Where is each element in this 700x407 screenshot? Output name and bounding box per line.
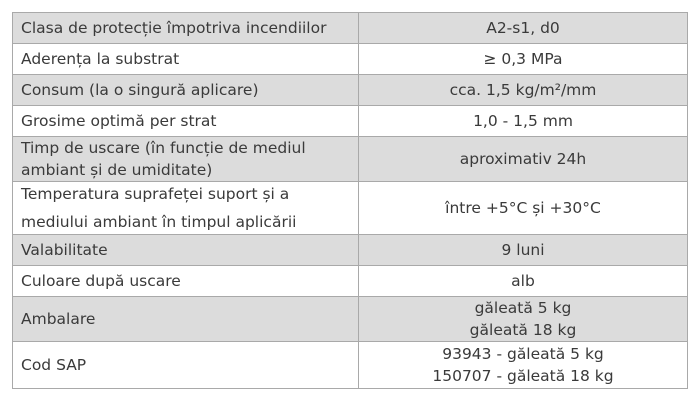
table-row [13, 266, 688, 297]
value-cell [359, 266, 688, 297]
table-row [13, 182, 688, 235]
value-text: găleată 18 kg [469, 321, 577, 339]
property-text: Grosime optimă per strat [21, 112, 217, 130]
property-text: mediului ambiant în timpul aplicării [21, 213, 297, 231]
value-text: 9 luni [501, 241, 545, 259]
property-cell [13, 297, 359, 342]
property-cell [13, 182, 359, 235]
value-cell [359, 75, 688, 106]
value-text: A2-s1, d0 [486, 19, 560, 37]
value-text: 1,0 - 1,5 mm [473, 112, 573, 130]
property-text: Timp de uscare (în funcție de mediul [21, 139, 306, 157]
value-cell [359, 342, 688, 389]
property-text: Clasa de protecție împotriva incendiilor [21, 19, 327, 37]
value-text: 150707 - găleată 18 kg [432, 367, 614, 385]
table-row [13, 44, 688, 75]
table-row [13, 137, 688, 182]
table-row [13, 342, 688, 389]
value-cell [359, 44, 688, 75]
value-text: aproximativ 24h [459, 150, 587, 168]
property-cell [13, 342, 359, 389]
value-text: între +5°C și +30°C [445, 199, 601, 217]
value-cell [359, 13, 688, 44]
property-cell [13, 235, 359, 266]
value-text: găleată 5 kg [474, 299, 572, 317]
property-cell [13, 75, 359, 106]
value-cell [359, 182, 688, 235]
property-cell [13, 13, 359, 44]
value-cell [359, 235, 688, 266]
property-cell [13, 266, 359, 297]
property-cell [13, 44, 359, 75]
property-text: ambiant și de umiditate) [21, 161, 213, 179]
value-cell [359, 137, 688, 182]
property-text: Ambalare [21, 310, 96, 328]
table-row [13, 235, 688, 266]
table-row [13, 75, 688, 106]
property-text: Culoare după uscare [21, 272, 181, 290]
value-text: ≥ 0,3 MPa [483, 50, 563, 68]
property-text: Valabilitate [21, 241, 108, 259]
value-text: 93943 - găleată 5 kg [442, 345, 604, 363]
table-row [13, 13, 688, 44]
value-cell [359, 106, 688, 137]
value-text: alb [511, 272, 535, 290]
property-text: Consum (la o singură aplicare) [21, 81, 259, 99]
property-cell [13, 137, 359, 182]
value-cell [359, 297, 688, 342]
property-text: Temperatura suprafeței suport și a [21, 185, 290, 203]
table-row [13, 106, 688, 137]
property-text: Cod SAP [21, 356, 87, 374]
spec-table [12, 12, 688, 389]
property-text: Aderența la substrat [21, 50, 180, 68]
value-text: cca. 1,5 kg/m²/mm [449, 81, 597, 99]
table-row [13, 297, 688, 342]
property-cell [13, 106, 359, 137]
